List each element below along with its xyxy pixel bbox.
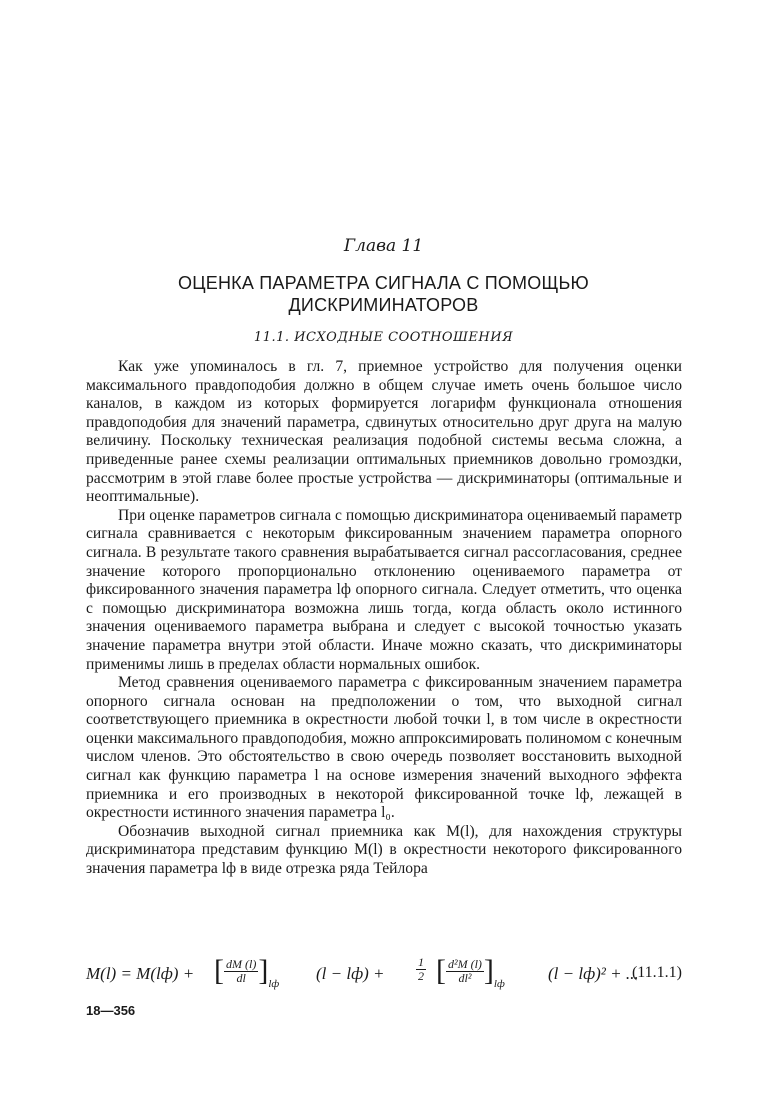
paragraph-4: Обозначив выходной сигнал приемника как M(l), для нахождения структуры дискриминатора представим функцию M(l) в окрестности некоторого фиксированного значения параметра lф в виде отрезка ряда Тейлора xyxy=(86,822,682,878)
equation-number: (11.1.1) xyxy=(631,964,682,981)
chapter-heading: Глава 11 xyxy=(343,236,424,256)
chapter-title-line2: ДИСКРИМИНАТОРОВ xyxy=(288,295,479,315)
paragraph-1: Как уже упоминалось в гл. 7, приемное устройство для получения оценки максимального правдоподобия должно в общем случае иметь очень большое число каналов, в каждом из которых формируется логарифм функционала отношения правдоподобия для значений параметра, сдвинутых относительно друг друга на малую величину. Поскольку техническая реализация подобной системы весьма сложна, а приведенные ранее схемы реализации оптимальных приемников довольно громоздки, рассмотрим в этой главе более простые устройства — дискриминаторы (оптимальные и неоптимальные). xyxy=(86,358,682,506)
formula-deriv1 xyxy=(214,956,279,990)
chapter-title-line1: ОЦЕНКА ПАРАМЕТРА СИГНАЛА С ПОМОЩЬЮ xyxy=(178,273,589,293)
fraction-dM-dl: $\frac{dM (l)}{dl}$ xyxy=(226,956,257,985)
formula-lhs: M(l) = M(lф) + xyxy=(86,964,195,983)
subscript-lf: lф xyxy=(268,977,280,990)
fraction-half: $\frac{1}{2}$ xyxy=(418,955,424,983)
body-text xyxy=(86,358,682,879)
bracket-open-2: [ xyxy=(436,954,446,987)
page-signature: 18—356 xyxy=(86,1003,136,1018)
paragraph-2: При оценке параметров сигнала с помощью дискриминатора оцениваемый параметр сигнала сравнивается с некоторым фиксированным значением параметра опорного сигнала. В результате такого сравнения вырабатывается сигнал рассогласования, среднее значение которого пропорционально отклонению оцениваемого параметра от фиксированного значения параметра lф опорного сигнала. Следует отметить, что оценка с помощью дискриминатора возможна лишь тогда, когда область около истинного значения оцениваемого параметра выбрана и следует с высокой точностью указать значение параметра внутри этой области. Иначе можно сказать, что дискриминаторы применимы лишь в пределах области нормальных ошибок. xyxy=(86,506,682,673)
bracket-close: ] xyxy=(258,954,269,987)
bracket-close-2: ] xyxy=(483,954,494,987)
section-heading: 11.1. ИСХОДНЫЕ СООТНОШЕНИЯ xyxy=(253,330,514,345)
paragraph-3: Метод сравнения оцениваемого параметра с фиксированным значением параметра опорного сигнала основан на предположении о том, что выходной сигнал соответствующего приемника в окрестности любой точки l, в том числе в окрестности оценки максимального правдоподобия, можно аппроксимировать полиномом с конечным числом членов. Это обстоятельство в свою очередь позволяет восстановить выходной сигнал как функцию параметра l на основе измерения значений выходного эффекта приемника и его производных в некоторой фиксированной точке lф, лежащей в окрестности истинного значения параметра l₀. xyxy=(86,674,682,822)
fraction-d2M-dl2: $\frac{\text{d²M (l)}}{\text{dl²}}$ xyxy=(448,956,482,985)
equation-11-1-1 xyxy=(86,948,682,1008)
formula-term1: (l − lф) + xyxy=(316,964,385,983)
formula-half xyxy=(416,956,426,983)
bracket-open: [ xyxy=(214,954,224,987)
formula-deriv2 xyxy=(436,956,505,990)
chapter-title xyxy=(100,272,667,316)
formula-term2: (l − lф)² + ... xyxy=(548,964,639,983)
subscript-lf-2: lф xyxy=(493,977,505,990)
